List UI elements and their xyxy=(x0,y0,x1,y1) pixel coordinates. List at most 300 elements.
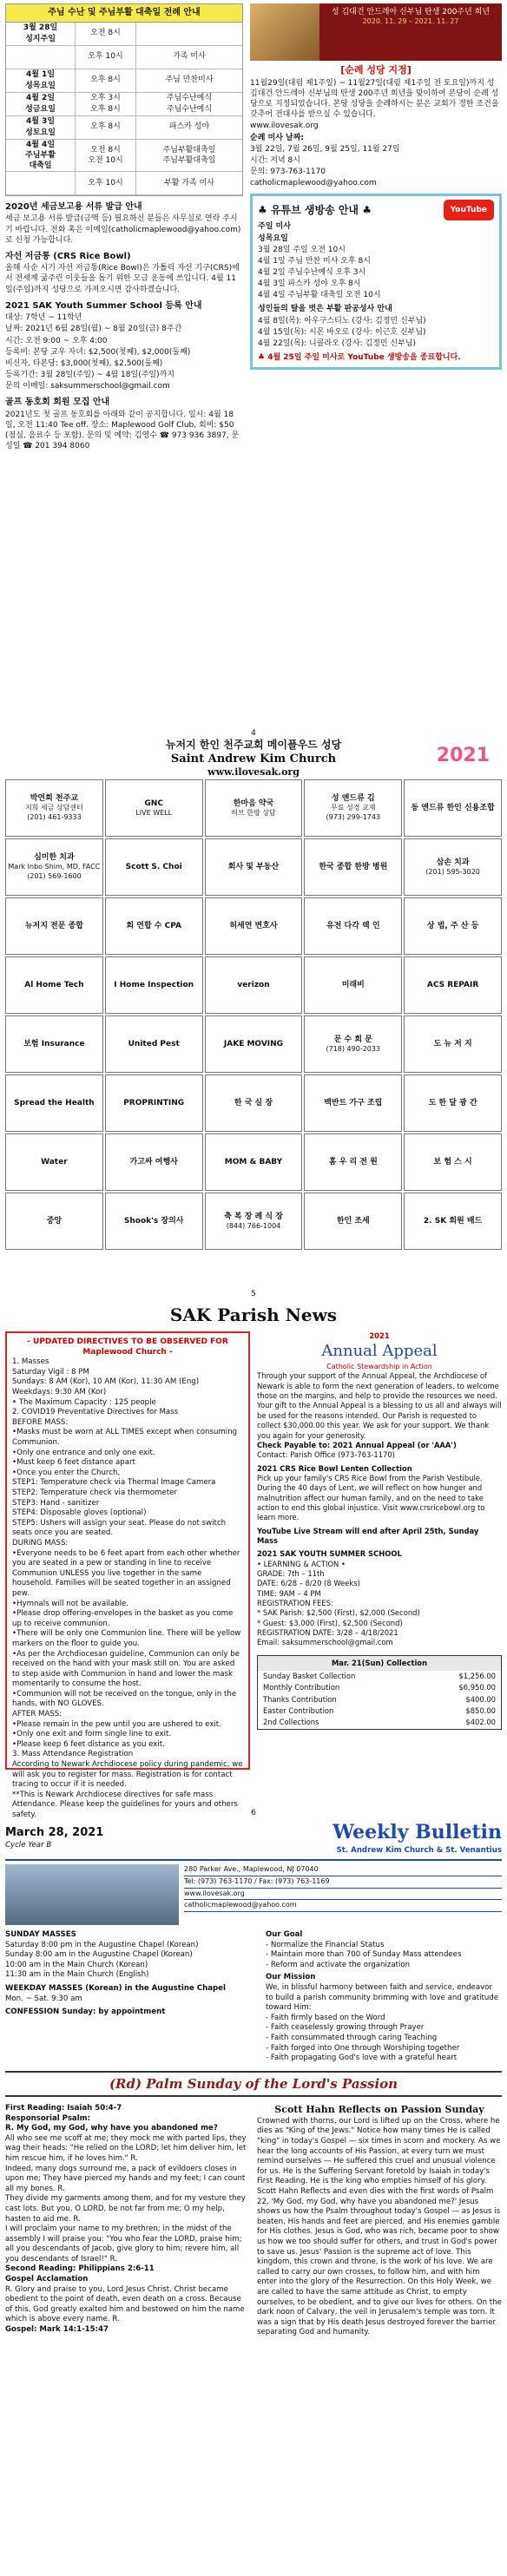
ad-card[interactable] xyxy=(205,838,303,896)
ad-name: 미래비 xyxy=(341,980,365,989)
psalm-verse: All who see me scoff at me; they mock me with parted lips, they wag their heads: "He relied on the LORD; let him deliver him, let him rescue him, if he loves him." R. xyxy=(5,2133,247,2163)
ad-card[interactable] xyxy=(404,1074,502,1132)
directive-line: STEP4: Disposable gloves (optional) xyxy=(12,1508,147,1518)
ad-card[interactable] xyxy=(105,1074,203,1132)
ad-card[interactable] xyxy=(304,897,402,955)
retreat-item: 4월 15일(목): 시몬 바오로 (강사: 이근호 신부님) xyxy=(258,327,426,337)
ad-name: 박연희 천주교 xyxy=(30,794,79,804)
appeal-check: Check Payable to: 2021 Annual Appeal (or 'AAA') xyxy=(257,1440,457,1449)
directive-line: •Only one entrance and only one exit. xyxy=(12,1448,155,1457)
page-number: 4 xyxy=(251,729,256,738)
ad-subtitle: Mark Inbo Shim, MD, FACC xyxy=(8,863,101,871)
ad-card[interactable] xyxy=(105,779,203,837)
goal-line: - Maintain more than 700 of Sunday Mass attendees xyxy=(266,1950,462,1960)
goal-title: Our Goal xyxy=(266,1930,303,1939)
directive-line: •Communion will not be received on the tongue, only in the hands, with NO GLOVES. xyxy=(12,1689,237,1709)
directive-line: DURING MASS: xyxy=(12,1538,69,1548)
schedule-row xyxy=(6,69,242,93)
online-time-item: 4월 2일 주님수난예식 오후 3시 xyxy=(258,267,366,277)
year-logo: 2021 xyxy=(436,745,490,766)
psalm-verse: Indeed, many dogs surround me, a pack of evildoers closes in upon me; They have pierced my hands and my feet; I can count all my bones. R. xyxy=(5,2164,246,2193)
contact-line[interactable]: www.ilovesak.org xyxy=(184,1889,502,1901)
weekday-time: Mon. ~ Sat. 9:30 am xyxy=(5,1994,82,2003)
ad-card[interactable] xyxy=(404,1134,502,1191)
ad-subtitle: 허브 한방 상담 xyxy=(231,808,276,817)
ad-name: Water xyxy=(41,1157,68,1166)
mass-schedule-title: SUNDAY MASSES xyxy=(5,1930,76,1939)
ad-name: PROPRINTING xyxy=(123,1098,185,1107)
ad-name: 삼손 치과 xyxy=(436,858,470,867)
reflection-title: Scott Hahn Reflects on Passion Sunday xyxy=(274,2103,484,2115)
directive-line: 1. Masses xyxy=(12,1357,49,1367)
schedule-date: 4월 4일 주님부활 대축일 xyxy=(6,140,76,171)
collection-row xyxy=(258,1694,501,1705)
directive-line: According to Newark Archdiocese policy during pandemic, we will ask you to register for mass. Registration is for contact tracing to occur if it is needed. xyxy=(12,1760,243,1790)
first-reading: First Reading: Isaiah 50:4-7 xyxy=(5,2103,122,2113)
contact-line: 280 Parker Ave., Maplewood, NJ 07040 xyxy=(184,1864,502,1876)
directive-line: Saturday Vigil : 8 PM xyxy=(12,1367,89,1377)
ad-phone: (718) 490-2033 xyxy=(326,1044,381,1053)
schedule-time: 오후 8시 xyxy=(76,69,136,92)
mission-line: - Faith ceaselessly growing through Prayer xyxy=(266,2023,425,2033)
directives-body xyxy=(12,1357,243,1820)
schedule-time: 오전 8시 오전 10시 xyxy=(76,140,136,171)
weekly-bulletin-page xyxy=(0,1817,507,2576)
collection-row xyxy=(258,1717,501,1728)
youth-school-line: * Guest: $3,000 (First), $2,500 (Second) xyxy=(257,1618,403,1627)
ad-card[interactable] xyxy=(205,779,303,837)
advertisers-page xyxy=(0,738,507,1290)
ads-header-title-en: Saint Andrew Kim Church xyxy=(170,752,337,766)
directive-line: •As per the Archdiocesan guideline, Communion can only be received on the hand with your mask still on. You are asked to step aside with Communion in hand and lower the mask momentarily to consume the host. xyxy=(12,1649,240,1689)
collection-value: $400.00 xyxy=(465,1694,496,1704)
schedule-time: 오후 3시 오후 8시 xyxy=(76,93,136,115)
pilgrim-body: 11월29일(대림 제1주일) ~ 11월27일(대림 제1주일 전 토요일)까지 성 김대건 안드레아 신부님의 탄생 200주년 희년을 맞이하여 본당이 순례 성당으로 지정되었습니다. 본당 성당을 순례하시는 분은 교회가 정한 조건을 갖추어 전대사를 받으실 수 있습니다. xyxy=(250,78,499,120)
ad-card[interactable] xyxy=(404,956,502,1014)
ad-name: 유전 다각 렉 인 xyxy=(326,921,380,930)
mass-line: Saturday 8:00 pm in the Augustine Chapel (Korean) xyxy=(5,1940,199,1949)
schedule-time: 오후 10시 xyxy=(76,172,136,194)
appeal-body: Through your support of the Annual Appeal, the Archdiocese of Newark is able to form the next generation of leaders, to welcome those on the margins, and help to provide the resources we need. Your gift to the Annual Appeal is a blessing to us all and always will be used for the reasons intended. Our Parish is requested to collect $30,000.00 this year. We ask for your support. We thank you again for your generosity. xyxy=(257,1371,502,1440)
ad-name: 도 한 달 광 간 xyxy=(428,1098,477,1107)
ad-name: 성 앤드류 김 xyxy=(331,794,375,804)
psalm-title: Responsorial Psalm: xyxy=(5,2113,91,2123)
mass-time-title: 순례 미사 날짜: xyxy=(250,133,305,142)
ad-card[interactable] xyxy=(105,838,203,896)
schedule-time: 오후 8시 xyxy=(76,116,136,139)
ads-grid xyxy=(0,779,507,1250)
directive-line: •Please remain in the pew until you are ushered to exit. xyxy=(12,1719,221,1729)
ad-phone: (844) 766-1004 xyxy=(226,1221,281,1230)
collection-row xyxy=(258,1671,501,1682)
directive-line: • The Maximum Capacity : 125 people xyxy=(12,1397,156,1407)
schedule-event: 주님 만찬미사 xyxy=(165,76,214,85)
collection-label: 2nd Collections xyxy=(263,1718,319,1727)
appeal-title: Annual Appeal xyxy=(321,1342,438,1361)
appeal-contact: Contact: Parish Office (973-763-1170) xyxy=(257,1450,395,1460)
ad-name: GNC xyxy=(144,798,163,808)
ad-card[interactable] xyxy=(105,1015,203,1073)
ad-subtitle: 저희 세금 상담센터 xyxy=(24,804,83,812)
golf-body: 2021년도 첫 골프 동호회를 아래와 같이 공지합니다. 일시: 4월 18일, 오전 11:40 Tee off. 장소: Maplewood Golf Club, 회비: $50 (점심, 음료수 등 포함). 문의 및 예약: 김영수 ☎ 973 936 3897, 문성일 ☎ 201 394 8060 xyxy=(5,410,240,451)
goal-line: - Reform and activate the organization xyxy=(266,1960,411,1969)
collection-row xyxy=(258,1682,501,1693)
collection-label: Thanks Contribution xyxy=(263,1694,337,1704)
directive-line: •There will be only one Communion line. There will be yellow markers on the floor to guide you. xyxy=(12,1629,241,1648)
online-time-item: 4월 4일 주님부활 대축일 오전 10시 xyxy=(258,291,381,300)
directive-line: STEP3: Hand - sanitizer xyxy=(12,1498,100,1508)
schedule-event: 가족 미사 xyxy=(173,52,206,62)
collection-value: $402.00 xyxy=(465,1718,496,1727)
ad-card[interactable] xyxy=(205,1015,303,1073)
ad-card[interactable] xyxy=(205,956,303,1014)
summer-camp-line: 날짜: 2021년 6월 28일(월) ~ 8월 20일(금) 8주간 xyxy=(5,325,182,334)
ad-name: I Home Inspection xyxy=(114,980,194,989)
ad-name: Scott S. Choi xyxy=(125,862,182,871)
directive-line: **This is Newark Archdiocese directives for safe mass Attendance. Please keep the guidelines for yours and others safety. xyxy=(12,1790,238,1819)
rice-bowl-body: 올해 사순 시기 자선 저금통(Rice Bowl)은 가톨릭 자선 기구(CRS)에서 전세계 굶주린 이웃들을 돕기 위한 모금 운동에 쓰입니다. 4월 11일(주일)까지 성당으로 가져오시면 감사하겠습니다. xyxy=(5,264,240,294)
ad-card[interactable] xyxy=(304,1134,402,1191)
online-time-item: 4월 1일 주님 만찬 미사 오후 8시 xyxy=(258,256,371,266)
ad-name: 회 연합 수 CPA xyxy=(126,921,181,930)
ad-name: 백반트 가구 조립 xyxy=(324,1098,383,1107)
pilgrim-website[interactable]: www.ilovesak.org xyxy=(250,122,319,131)
mission-line: - Faith forged into One through Worshiping together xyxy=(266,2043,460,2053)
directive-line: •Must keep 6 feet distance apart xyxy=(12,1458,135,1468)
saint-portrait-image xyxy=(250,3,319,61)
cycle-year: Cycle Year B xyxy=(5,1840,52,1850)
ad-name: 한 국 실 장 xyxy=(234,1098,273,1107)
mass-contact: 문의: 973-763-1170 xyxy=(250,167,326,176)
ad-card[interactable] xyxy=(304,956,402,1014)
ad-name: 문 수 회 문 xyxy=(333,1035,372,1044)
ad-card[interactable] xyxy=(205,897,303,955)
psalm-verse: They divide my garments among them, and for my vesture they cast lots. But you, O LORD, be not far from me; O my help, hasten to aid me. R. xyxy=(5,2194,246,2224)
ad-card[interactable] xyxy=(5,1134,103,1191)
collection-title: Mar. 21(Sun) Collection xyxy=(258,1656,501,1671)
directive-line: •Masks must be worn at ALL TIMES except when consuming Communion. xyxy=(12,1428,238,1448)
ad-card[interactable] xyxy=(304,838,402,896)
schedule-row xyxy=(6,140,242,172)
contact-list xyxy=(184,1864,502,1925)
schedule-row xyxy=(6,172,242,195)
ad-name: 심미한 치과 xyxy=(34,853,75,863)
directive-line: BEFORE MASS: xyxy=(12,1417,69,1427)
goal-line: - Normalize the Financial Status xyxy=(266,1940,385,1949)
retreat-item: 4월 8일(목): 아우구스티노 (강사: 김정민 신부님) xyxy=(258,316,426,325)
gospel-acclamation-text: R. Glory and praise to you, Lord Jesus Christ. Christ became obedient to the point of death, even death on a cross. Because of this, God greatly exalted him and bestowed on him the name which is above every name. R. xyxy=(5,2284,245,2324)
mass-line: 11:30 am in the Main Church (English) xyxy=(5,1970,149,1980)
directives-box xyxy=(5,1331,250,1819)
ad-name: 2. SK 회원 배드 xyxy=(423,1216,483,1226)
directive-line: 3. Mass Attendance Registration xyxy=(12,1750,134,1759)
schedule-date: 3월 28일 성지주일 xyxy=(6,23,76,45)
collection-label: Monthly Contribution xyxy=(263,1683,340,1692)
directive-line: •Everyone needs to be 6 feet apart from each other whether you are seated in a pew or standing in line to receive Communion UNLESS you live together in the same household. Families will be seated together in an assigned pew. xyxy=(12,1548,240,1598)
schedule-date: 4월 2일 성금요일 xyxy=(6,93,76,115)
ad-card[interactable] xyxy=(5,838,103,896)
bulletin-date: March 28, 2021 xyxy=(5,1826,104,1840)
schedule-date xyxy=(6,172,76,194)
youth-school-line: TIME: 9AM – 4 PM xyxy=(257,1588,321,1598)
summer-camp-line: 시간: 오전 9:00 ~ 오후 4:00 xyxy=(5,336,108,345)
schedule-time: 오후 10시 xyxy=(76,46,136,69)
ad-name: 중앙 xyxy=(46,1216,63,1226)
schedule-row xyxy=(6,93,242,116)
youth-school-title: 2021 SAK YOUTH SUMMER SCHOOL xyxy=(257,1549,402,1559)
readings xyxy=(5,2104,250,2338)
ad-name: 가고싸 여행사 xyxy=(129,1157,178,1166)
ad-card[interactable] xyxy=(105,897,203,955)
ad-subtitle: LIVE WELL xyxy=(135,808,173,817)
ads-header-url[interactable]: www.ilovesak.org xyxy=(207,766,300,779)
contact-line[interactable]: catholicmaplewood@yahoo.com xyxy=(184,1900,502,1912)
ad-card[interactable] xyxy=(404,897,502,955)
online-subtitle-2: 성목요일 xyxy=(258,233,288,243)
ads-header-title: 뉴저지 한인 천주교회 메이플우드 성당 xyxy=(165,738,342,751)
directive-line: STEP1: Temperature check via Thermal Image Camera xyxy=(12,1478,216,1488)
ad-card[interactable] xyxy=(205,1134,303,1191)
directive-line: STEP5: Ushers will assign your seat. Please do not switch seats once you are seated. xyxy=(12,1518,227,1538)
mission-body: We, in blissful harmony between faith and service, endeavor to build a parish community brimming with love and gratitude toward Him: xyxy=(266,1982,499,2013)
directive-line: STEP2: Temperature check via thermometer xyxy=(12,1488,177,1497)
ad-card[interactable] xyxy=(404,1193,502,1250)
appeal-subtitle: Catholic Stewardship in Action xyxy=(326,1362,432,1370)
mass-schedule xyxy=(5,1930,257,2064)
summer-camp-line: 대상: 7학년 ~ 11학년 xyxy=(5,313,82,323)
ad-card[interactable] xyxy=(5,1015,103,1073)
mission-line: - Faith consummated through caring Teaching xyxy=(266,2033,438,2042)
schedule-event: 주님부활대축일 주님부활대축일 xyxy=(162,145,216,165)
ad-name: 뉴저지 전문 종합 xyxy=(24,921,83,930)
psalm-verse: I will proclaim your name to my brethren; in the midst of the assembly I will praise you: "You who fear the LORD, praise him; all you descendants of Jacob, give glory to him; revere him, all you descendants of Israel!" R. xyxy=(5,2224,242,2264)
youth-school-line: • LEARNING & ACTION • xyxy=(257,1559,346,1568)
retreat-title: 성인들의 탈을 벗은 부활 판공성사 안내 xyxy=(258,305,392,314)
ad-card[interactable] xyxy=(5,897,103,955)
summer-camp-body xyxy=(5,312,243,391)
palm-sunday-title: (Rd) Palm Sunday of the Lord's Passion xyxy=(5,2071,502,2097)
collection-row xyxy=(258,1705,501,1717)
youth-school-line: * SAK Parish: $2,500 (First), $2,000 (Second) xyxy=(257,1608,420,1618)
pilgrim-title: [순례 성당 지정] xyxy=(340,64,412,76)
crs-body: Pick up your family's CRS Rice Bowl from the Parish Vestibule. During the 40 days of Lent, we will reflect on how hunger and malnutrition affect our human family, and on the need to take action to end this global injustice. Visit www.crsricebowl.org to learn more. xyxy=(257,1473,485,1522)
schedule-date: 4월 3일 성토요일 xyxy=(6,116,76,139)
ad-card[interactable] xyxy=(205,1074,303,1132)
ad-phone: (201) 595-3020 xyxy=(425,867,480,876)
ad-name: 회사 및 부동산 xyxy=(227,862,280,871)
confession: CONFESSION Sunday: by appointment xyxy=(5,2008,166,2017)
summer-camp-line: 비신자, 타본당: $3,000(첫째), $2,500(둘째) xyxy=(5,358,163,368)
ad-name: 한마음 약국 xyxy=(233,798,274,808)
directive-line: •Once you enter the Church, xyxy=(12,1468,121,1477)
ad-card[interactable] xyxy=(304,1193,402,1250)
ad-card[interactable] xyxy=(304,1015,402,1073)
online-subtitle: 주일 미사 xyxy=(258,222,291,232)
youtube-live-box xyxy=(250,194,502,370)
mission-line: - Faith propagating God's love with a grateful heart xyxy=(266,2054,458,2063)
directive-line: •Only one exit and form single line to exit. xyxy=(12,1730,172,1739)
ad-name: 상 법, 주 산 등 xyxy=(426,921,479,930)
bulletin-header xyxy=(5,1817,502,1859)
summer-camp-line: 문의 이메일: saksummerschool@gmail.com xyxy=(5,382,170,391)
collection-value: $1,256.00 xyxy=(458,1672,496,1681)
appeal-year: 2021 xyxy=(369,1331,390,1340)
ad-subtitle: 무료 성경 교재 xyxy=(331,804,376,812)
ad-name: 보 험 스 시 xyxy=(433,1157,472,1166)
ad-name: Al Home Tech xyxy=(24,980,84,989)
ad-card[interactable] xyxy=(105,956,203,1014)
ad-card[interactable] xyxy=(5,1193,103,1250)
schedule-event: 파스카 성야 xyxy=(168,122,210,132)
directives-title: - UPDATED DIRECTIVES TO BE OBSERVED FOR Maplewood Church - xyxy=(27,1337,228,1357)
ad-card[interactable] xyxy=(5,956,103,1014)
rice-bowl-title: 자선 저금통 (CRS Rice Bowl) xyxy=(5,251,131,261)
schedule-date xyxy=(6,46,76,69)
korean-notices-page xyxy=(0,0,507,729)
bulletin-title: Weekly Bulletin xyxy=(333,1821,502,1844)
ad-card[interactable] xyxy=(205,1193,303,1250)
schedule-rows xyxy=(6,23,242,195)
ad-card[interactable] xyxy=(105,1134,203,1191)
ad-card[interactable] xyxy=(105,1193,203,1250)
online-time-item: 4월 3일 파스카 성야 오후 8시 xyxy=(258,279,361,289)
collection-value: $6,950.00 xyxy=(458,1683,496,1692)
summer-camp-title: 2021 SAK Youth Summer School 등록 안내 xyxy=(5,300,202,311)
collection-value: $850.00 xyxy=(465,1706,496,1716)
schedule-row xyxy=(6,116,242,140)
ad-name: 보험 Insurance xyxy=(23,1039,85,1048)
holy-week-schedule-table xyxy=(5,3,243,196)
ad-name: 허세연 변호사 xyxy=(229,921,278,930)
ad-card[interactable] xyxy=(5,1074,103,1132)
mass-time: 시간: 저녁 8시 xyxy=(250,155,300,165)
right-column xyxy=(248,0,507,729)
ad-name: 축 복 장 례 식 장 xyxy=(224,1212,283,1221)
banner-line-1: 성 김대건 안드레아 신부님 탄생 200주년 희년 xyxy=(331,8,491,16)
parish-news-title: SAK Parish News xyxy=(169,1304,338,1325)
goals-mission xyxy=(266,1930,502,2064)
tax-body: 세금 보고용 서류 발급(금액 등) 필요하신 분들은 사무실로 연락 주시기 바랍니다. 전화 혹은 이메일(catholicmaplewood@yahoo.com)로 신청 가능합니다. xyxy=(5,214,241,245)
youtube-logo-icon: YouTube xyxy=(444,200,494,220)
gospel-acclamation: Gospel Acclamation xyxy=(5,2275,89,2284)
scott-hahn-reflection xyxy=(257,2104,502,2338)
golf-title: 골프 동호회 회원 모집 안내 xyxy=(5,398,110,408)
ad-name: MOM & BABY xyxy=(224,1157,283,1166)
ad-name: Shook's 장의사 xyxy=(123,1216,184,1226)
ad-card[interactable] xyxy=(304,779,402,837)
page-number: 6 xyxy=(251,1809,256,1817)
youth-school-line: DATE: 6/28 – 8/20 (8 Weeks) xyxy=(257,1579,360,1588)
jubilee-banner xyxy=(250,3,502,61)
summer-camp-line: 등록기간: 3월 28일(주일) ~ 4월 18일(주일)까지 xyxy=(5,370,174,379)
ad-name: 도 뉴 저 지 xyxy=(433,1039,472,1048)
youth-school-body xyxy=(257,1560,502,1648)
mass-line: Sunday 8:00 am in the Augustine Chapel (Korean) xyxy=(5,1950,193,1960)
ad-name: United Pest xyxy=(128,1039,180,1048)
ad-name: Spread the Health xyxy=(14,1098,95,1107)
ad-name: 한국 종합 한방 병원 xyxy=(319,862,388,871)
ad-phone: (201) 569-1600 xyxy=(27,872,82,881)
church-name: St. Andrew Kim Church & St. Venantius xyxy=(336,1846,502,1856)
parish-news-page xyxy=(0,1298,507,1819)
second-reading: Second Reading: Philippians 2:6-11 xyxy=(5,2264,155,2274)
mass-email[interactable]: catholicmaplewood@yahoo.com xyxy=(250,179,377,188)
directive-line: •Hymnals will not be available. xyxy=(12,1599,129,1608)
left-column xyxy=(0,0,248,729)
mission-line: - Faith firmly based on the Word xyxy=(266,2013,385,2022)
youth-school-line: Email: saksummerschool@gmail.com xyxy=(257,1638,393,1647)
youtube-end: YouTube Live Stream will end after April 25th, Sunday Mass xyxy=(257,1526,479,1545)
directive-line: •Please keep 6 feet distance as you exit. xyxy=(12,1739,165,1749)
collection-table xyxy=(257,1655,502,1730)
collection-label: Sunday Basket Collection xyxy=(263,1672,356,1681)
ad-name: 동 앤드류 한인 신용조합 xyxy=(411,803,495,812)
ad-name: verizon xyxy=(237,980,270,989)
retreat-item: 4월 22일(목): 니콜라오 (강사: 김정민 신부님) xyxy=(258,338,417,348)
retreat-list xyxy=(258,316,494,349)
directive-line: •Please drop offering-envelopes in the basket as you come up to receive communion. xyxy=(12,1609,234,1628)
collection-label: Easter Contribution xyxy=(263,1706,334,1716)
ad-card[interactable] xyxy=(404,838,502,896)
directive-line: Sundays: 8 AM (Kor), 10 AM (Kor), 11:30 AM (Eng) xyxy=(12,1377,200,1387)
schedule-row xyxy=(6,46,242,69)
schedule-row xyxy=(6,23,242,46)
schedule-time: 오전 8시 xyxy=(76,23,136,45)
ad-phone: (973) 299-1743 xyxy=(326,813,381,822)
ad-name: ACS REPAIR xyxy=(426,980,479,989)
banner-line-2: 2020. 11. 29 – 2021. 11. 27 xyxy=(362,17,459,26)
directive-line: 2. COVID19 Preventative Directives for Mass xyxy=(12,1408,179,1417)
youtube-title: ♣ 유튜브 생방송 안내 ♣ xyxy=(258,204,372,217)
schedule-date: 4월 1일 성목요일 xyxy=(6,69,76,92)
directive-line: Weekdays: 9:30 AM (Kor) xyxy=(12,1388,107,1397)
mission-title: Our Mission xyxy=(266,1973,316,1982)
reflection-body: Crowned with thorns, our Lord is lifted up on the Cross, where he dies as "King of the Jews." Notice how many times He is called "king" in today's Gospel — six times in scorn and mockery. As we hear the long accounts of His Passion, at every turn we must remind ourselves — He suffered this cruel and unusual violence for us. He is the Suffering Servant foretold by Isaiah in today's First Reading. He is the king who empties himself of his glory. Scott Hahn Reflects and even dies with the first words of Psalm 22, 'My God, my God, why have you abandoned me?' Jesus shows us how the Psalm throughout today's Gospel — as Jesus is beaten, His hands and feet are pierced, and His enemies gamble for His clothes. Jesus is God, who was rich, became poor to show us how we too should suffer for others, and trust in God's power to save us. Jesus' Passion is the supreme act of love. This kingdom, this crown and throne, is the work of his love. We are called to carry our own crosses, to follow him, and with him enter into the glory of the Resurrection. On this Holy Week, we are called to have the same attitude as Christ, to empty ourselves, to be obedient, and to give our lives for others. On the dark noon of Calvary, the veil in Jerusalem's temple was torn. It was a sign that by His death Jesus destroyed forever the barrier separating God and humanity. xyxy=(257,2116,502,2337)
ad-name: 홈 우 리 전 원 xyxy=(328,1157,378,1166)
schedule-event: 부활 가족 미사 xyxy=(164,178,214,187)
tax-title: 2020년 세금보고용 서류 발급 안내 xyxy=(5,201,142,212)
schedule-title: 주님 수난 및 주님부활 대축일 전례 안내 xyxy=(6,4,242,23)
youth-school-line: REGISTRATION FEES: xyxy=(257,1599,333,1607)
ad-name: JAKE MOVING xyxy=(223,1039,284,1048)
ad-card[interactable] xyxy=(5,779,103,837)
mass-line: 10:00 am in the Main Church (Korean) xyxy=(5,1960,148,1969)
online-time-item: 3월 28일 주일 오전 10시 xyxy=(258,245,346,254)
summer-camp-line: 등록비: 본당 교우 자녀: $2,500(첫째), $2,000(둘째) xyxy=(5,347,191,357)
ad-card[interactable] xyxy=(304,1074,402,1132)
youth-school-line: GRADE: 7th – 11th xyxy=(257,1568,325,1578)
ad-phone: (201) 461-9333 xyxy=(27,813,82,822)
directive-line: AFTER MASS: xyxy=(12,1710,63,1719)
crs-title: 2021 CRS Rice Bowl Lenten Collection xyxy=(257,1463,412,1473)
mass-dates: 3월 22일, 7월 26일, 9월 25일, 11월 27일 xyxy=(250,144,400,154)
church-photo-image xyxy=(5,1864,179,1925)
youtube-end-note: ♣ 4월 25일 주일 미사로 YouTube 생방송을 종료합니다. xyxy=(258,352,461,362)
psalm-response: R. My God, my God, why have you abandoned me? xyxy=(5,2124,218,2133)
youth-school-line: REGISTRATION DATE: 3/28 – 4/18/2021 xyxy=(257,1628,398,1638)
schedule-event: 주님수난예식 주님수난예식 xyxy=(166,94,213,114)
gospel: Gospel: Mark 14:1-15:47 xyxy=(5,2325,109,2335)
ads-header xyxy=(0,738,507,779)
ad-card[interactable] xyxy=(404,779,502,837)
page-number: 5 xyxy=(251,1290,256,1298)
online-times-list xyxy=(258,245,494,301)
weekday-masses: WEEKDAY MASSES (Korean) in the Augustine Chapel xyxy=(5,1983,226,1993)
ad-card[interactable] xyxy=(404,1015,502,1073)
ad-name: 한인 조세 xyxy=(336,1216,370,1226)
parish-news-right xyxy=(257,1331,502,1770)
contact-line: Tel: (973) 763-1170 / Fax: (973) 763-1169 xyxy=(184,1876,502,1889)
